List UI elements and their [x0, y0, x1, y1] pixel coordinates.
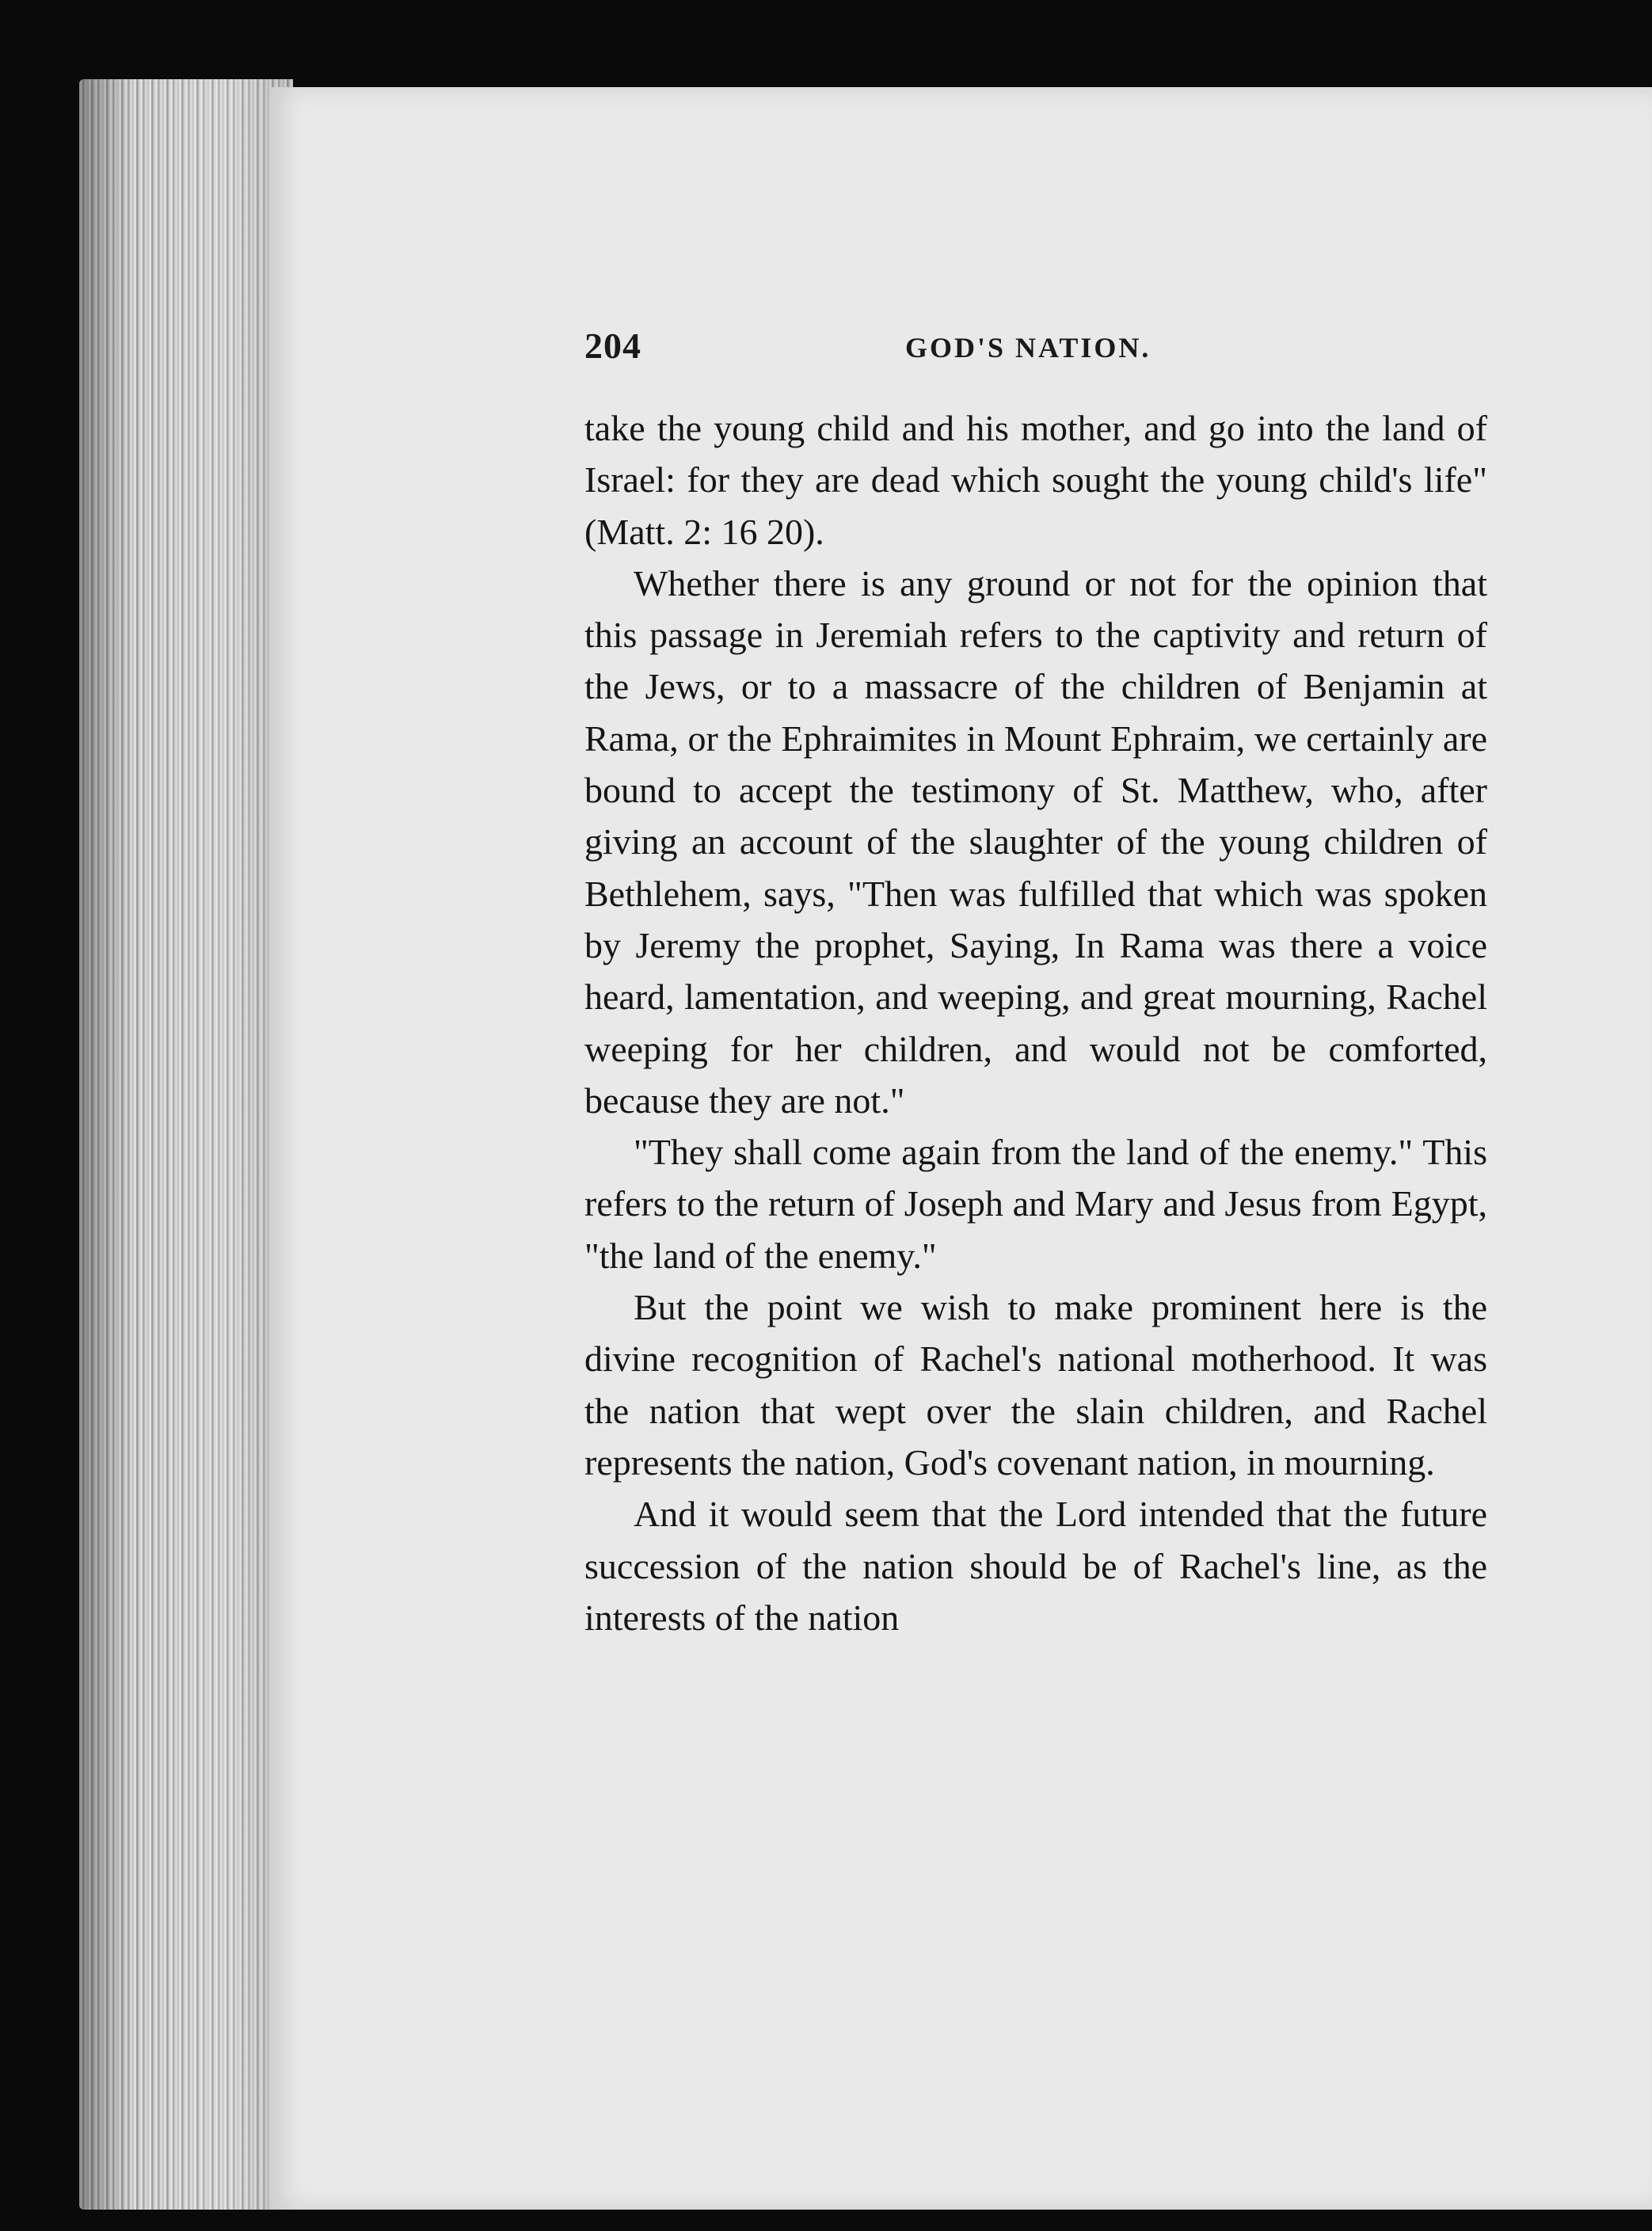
body-text — [584, 402, 1487, 1643]
paragraph: "They shall come again from the land of the enemy." This refers to the return of Joseph and Mary and Jesus from Egypt, "the land of the enemy." — [584, 1132, 1487, 1276]
page-number: 204 — [584, 326, 641, 366]
paragraph: Whether there is any ground or not for the opinion that this passage in Jeremiah refers to the captivity and return of the Jews, or to a massacre of the children of Benjamin at Rama, or the Ephraimites in Mount Ephraim, we certainly are bound to accept the testimony of St. Matthew, who, after giving an account of the slaughter of the young children of Bethlehem, says, "Then was fulfilled that which was spoken by Jeremy the prophet, Saying, In Rama was there a voice heard, lamentation, and weeping, and great mourning, Rachel weeping for her children, and would not be comforted, because they are not." — [584, 562, 1487, 1121]
book-fore-edge — [79, 79, 293, 2210]
paragraph: take the young child and his mother, and go into the land of Israel: for they are dead which sought the young child's life" (Matt. 2: 16 20). — [584, 408, 1487, 552]
paragraph: But the point we wish to make prominent here is the divine recognition of Rachel's national motherhood. It was the nation that wept over the slain children, and Rachel represents the nation, God's covenant nation, in mourning. — [584, 1287, 1487, 1483]
running-head — [584, 325, 1487, 372]
paragraph: And it would seem that the Lord intended that the future succession of the nation should be of Rachel's line, as the interests of the nation — [584, 1494, 1487, 1638]
running-title: GOD'S NATION. — [905, 332, 1151, 364]
